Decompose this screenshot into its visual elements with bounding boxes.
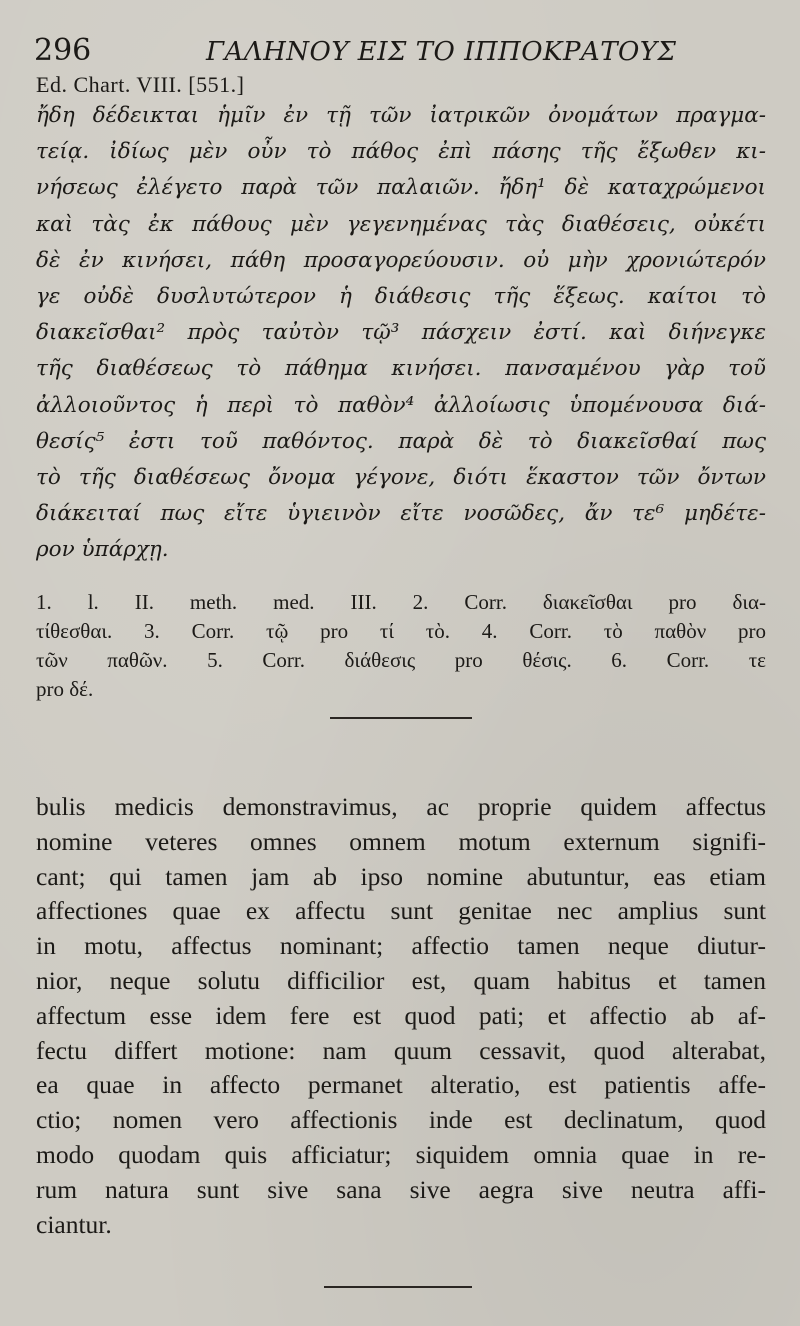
- page-header: [34, 34, 774, 74]
- greek-line: τῆς διαθέσεως τὸ πάθημα κινήσει. πανσαμένου γὰρ τοῦ: [36, 356, 766, 382]
- greek-line: δὲ ἐν κινήσει, πάθη προσαγορεύουσιν. οὐ μὴν χρονιώτερόν: [36, 247, 766, 273]
- edition-reference: Ed. Chart. VIII. [551.]: [36, 72, 245, 97]
- greek-line: γε οὐδὲ δυσλυτώτερον ἡ διάθεσις τῆς ἕξεως. καίτοι τὸ: [36, 283, 766, 309]
- page-number: 296: [34, 33, 92, 68]
- footnote-line: 1. l. II. meth. med. III. 2. Corr. διακεῖσθαι pro δια-: [36, 590, 766, 614]
- latin-line: rum natura sunt sive sana sive aegra sive neutra affi-: [36, 1174, 766, 1204]
- greek-text-block: [36, 98, 766, 568]
- greek-line: καὶ τὰς ἐκ πάθους μὲν γεγενημένας τὰς διαθέσεις, οὐκέτι: [36, 211, 766, 237]
- latin-line: ciantur.: [36, 1209, 112, 1239]
- separator-rule: [330, 717, 472, 719]
- greek-line: ρον ὑπάρχῃ.: [36, 537, 169, 563]
- greek-line: νήσεως ἐλέγετο παρὰ τῶν παλαιῶν. ἤδη¹ δὲ καταχρώμενοι: [36, 175, 766, 201]
- latin-line: ctio; nomen vero affectionis inde est declinatum, quod: [36, 1105, 766, 1135]
- latin-line: fectu differt motione: nam quum cessavit, quod alterabat,: [36, 1035, 766, 1065]
- greek-line: ἤδη δέδεικται ἡμῖν ἐν τῇ τῶν ἰατρικῶν ὀνομάτων πραγμα-: [36, 103, 766, 128]
- greek-line: ἀλλοιοῦντος ἡ περὶ τὸ παθὸν⁴ ἀλλοίωσις ὑπομένουσα διά-: [36, 392, 766, 418]
- latin-line: affectiones quae ex affectu sunt genitae nec amplius sunt: [36, 896, 766, 926]
- latin-line: in motu, affectus nominant; affectio tamen neque diutur-: [36, 931, 766, 961]
- end-rule: [324, 1286, 472, 1288]
- latin-line: nior, neque solutu difficilior est, quam habitus et tamen: [36, 965, 766, 995]
- running-title: ΓΑΛΗΝΟΥ ΕΙΣ ΤΟ ΙΠΠΟΚΡΑΤΟΥΣ: [206, 37, 677, 67]
- greek-line: θεσίς⁵ ἐστι τοῦ παθόντος. παρὰ δὲ τὸ διακεῖσθαί πως: [36, 428, 766, 454]
- latin-line: affectum esse idem fere est quod pati; et affectio ab af-: [36, 1000, 766, 1030]
- latin-line: ea quae in affecto permanet alteratio, est patientis affe-: [36, 1070, 766, 1100]
- latin-line: cant; qui tamen jam ab ipso nomine abutuntur, eas etiam: [36, 861, 766, 891]
- footnote-line: τῶν παθῶν. 5. Corr. διάθεσις pro θέσις. 6. Corr. τε: [36, 648, 766, 672]
- greek-line: διάκειταί πως εἴτε ὑγιεινὸν εἴτε νοσῶδες, ἄν τε⁶ μηδέτε-: [36, 501, 766, 527]
- footnote-line: pro δέ.: [36, 677, 94, 701]
- greek-line: τὸ τῆς διαθέσεως ὄνομα γέγονε, διότι ἕκαστον τῶν ὄντων: [36, 464, 766, 490]
- greek-line: τείᾳ. ἰδίως μὲν οὖν τὸ πάθος ἐπὶ πάσης τῆς ἔξωθεν κι-: [36, 139, 766, 165]
- latin-line: bulis medicis demonstravimus, ac proprie quidem affectus: [36, 792, 766, 821]
- greek-line: διακεῖσθαι² πρὸς ταὐτὸν τῷ³ πάσχειν ἐστί. καὶ διήνεγκε: [36, 320, 766, 346]
- footnote-line: τίθεσθαι. 3. Corr. τῷ pro τί τὸ. 4. Corr. τὸ παθὸν pro: [36, 619, 766, 643]
- footnotes: [36, 588, 766, 704]
- latin-line: nomine veteres omnes omnem motum externum signifi-: [36, 826, 766, 856]
- latin-line: modo quodam quis afficiatur; siquidem omnia quae in re-: [36, 1139, 766, 1169]
- latin-text-block: [36, 790, 766, 1242]
